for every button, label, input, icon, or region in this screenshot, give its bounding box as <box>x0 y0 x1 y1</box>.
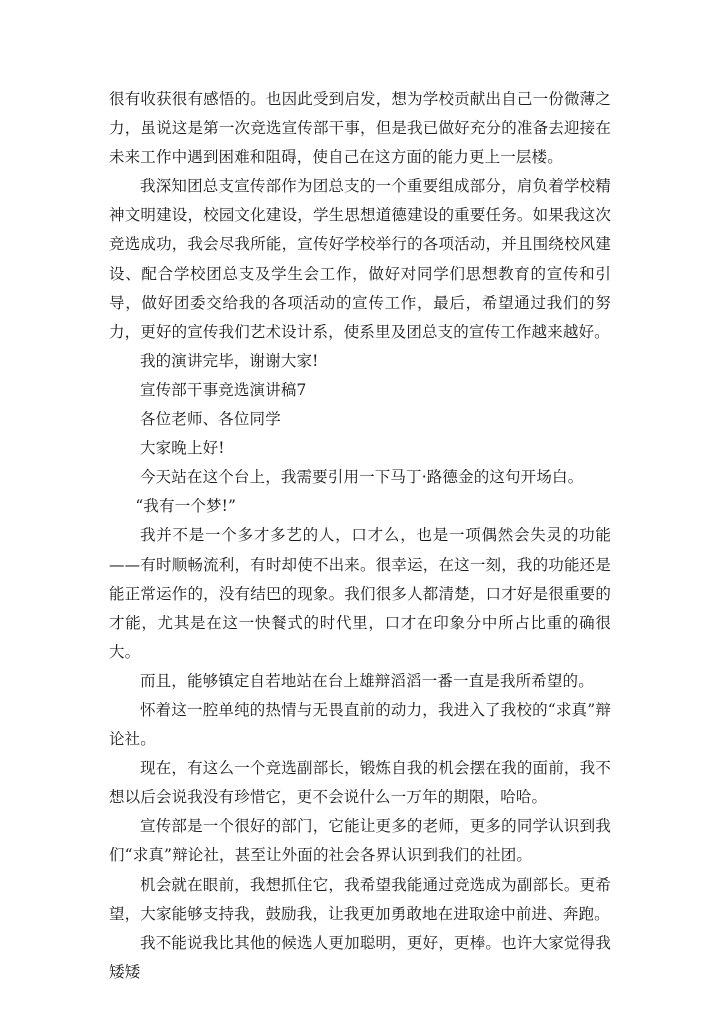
speech-title: 宣传部干事竞选演讲稿7 <box>140 380 307 399</box>
paragraph-15: 我不能说我比其他的候选人更加聪明，更好，更棒。也许大家觉得我矮矮 <box>109 933 611 981</box>
paragraph-1: 很有收获很有感悟的。也因此受到启发，想为学校贡献出自己一份微薄之力，虽说这是第一次竞选宣传部干事，但是我已做好充分的准备去迎接在未来工作中遇到困难和阻碍，使自己在这方面的能力更上一层楼。 <box>109 90 611 167</box>
paragraph-10: 而且，能够镇定自若地站在台上雄辩滔滔一番一直是我所希望的。 <box>140 671 594 690</box>
greeting: 大家晚上好! <box>140 439 225 458</box>
salutation: 各位老师、各位同学 <box>140 410 281 429</box>
paragraph-11: 怀着这一腔单纯的热情与无畏直前的动力，我进入了我校的“求真”辩论社。 <box>109 700 611 749</box>
quote-line: “我有一个梦!” <box>135 497 237 516</box>
document-body <box>109 85 611 987</box>
paragraph-7: 今天站在这个台上，我需要引用一下马丁·路德金的这句开场白。 <box>140 468 584 487</box>
paragraph-14: 机会就在眼前，我想抓住它，我希望我能通过竞选成为副部长。更希望，大家能够支持我，鼓励我，让我更加勇敢地在进取途中前进、奔跑。 <box>109 875 611 923</box>
paragraph-3: 我的演讲完毕，谢谢大家! <box>140 351 319 370</box>
paragraph-9: 我并不是一个多才多艺的人，口才么，也是一项偶然会失灵的功能——有时顺畅流利，有时却使不出来。很幸运，在这一刻，我的功能还是能正常运作的，没有结巴的现象。我们很多人都清楚，口才好是很重要的才能，尤其是在这一快餐式的时代里，口才在印象分中所占比重的确很大。 <box>109 526 611 661</box>
paragraph-2: 我深知团总支宣传部作为团总支的一个重要组成部分，肩负着学校精神文明建设，校园文化建设，学生思想道德建设的重要任务。如果我这次竞选成功，我会尽我所能，宣传好学校举行的各项活动，并且围绕校风建设、配合学校团总支及学生会工作，做好对同学们思想教育的宣传和引导，做好团委交给我的各项活动的宣传工作，最后，希望通过我们的努力，更好的宣传我们艺术设计系，使系里及团总支的宣传工作越来越好。 <box>109 177 611 341</box>
paragraph-12: 现在，有这么一个竞选副部长，锻炼自我的机会摆在我的面前，我不想以后会说我没有珍惜它，更不会说什么一万年的期限，哈哈。 <box>109 759 611 807</box>
paragraph-13: 宣传部是一个很好的部门，它能让更多的老师，更多的同学认识到我们“求真”辩论社，甚至让外面的社会各界认识到我们的社团。 <box>109 817 611 865</box>
